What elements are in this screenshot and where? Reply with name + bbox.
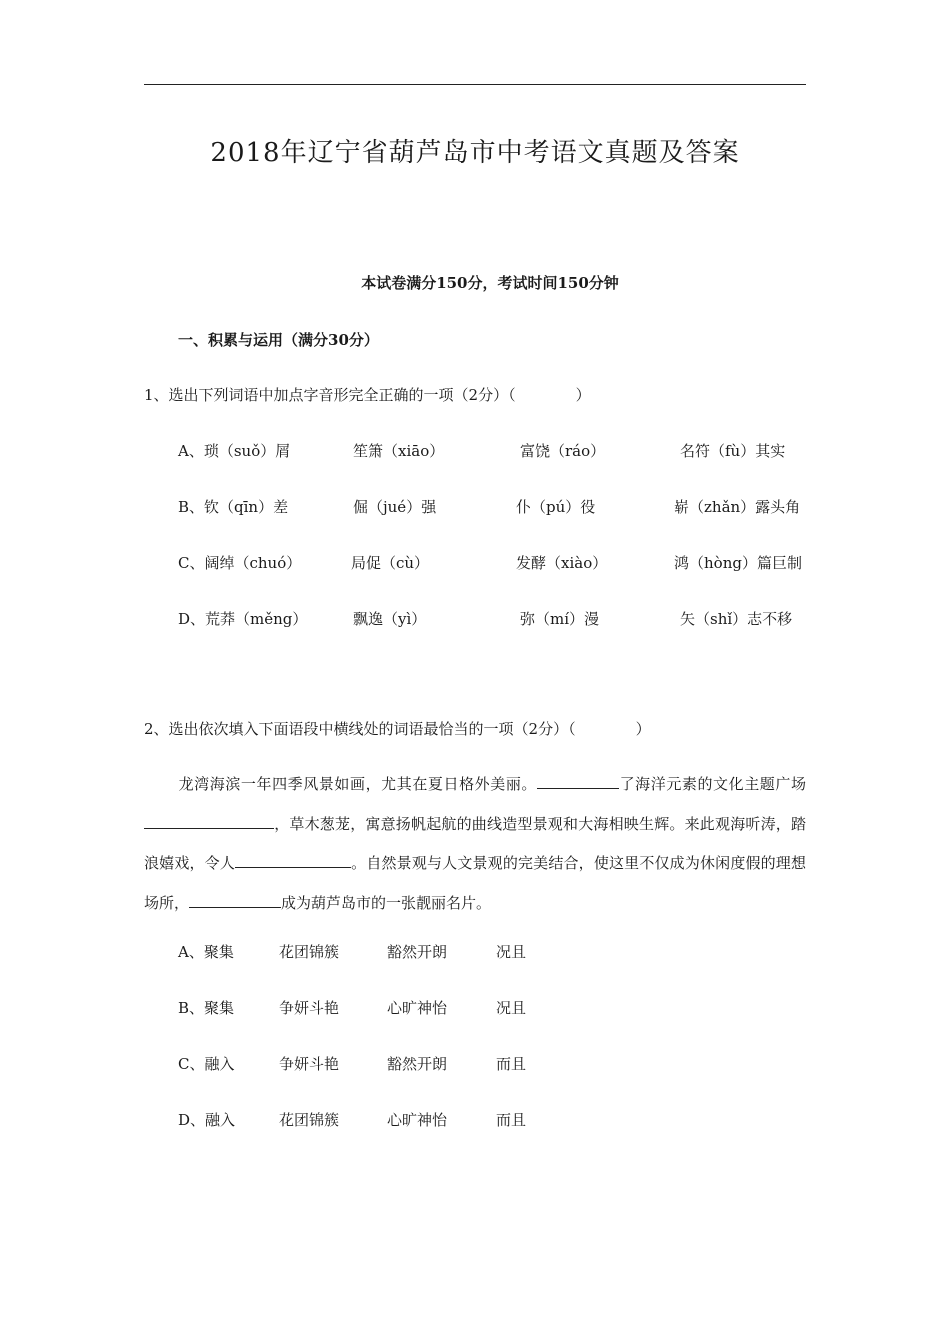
option-cell: 花团锦簇 — [279, 1111, 340, 1129]
exam-info: 本试卷满分150分，考试时间150分钟 — [361, 274, 619, 292]
q2-option-b — [0, 997, 950, 1021]
option-cell: 豁然开朗 — [387, 943, 448, 961]
document-title: 2018年辽宁省葫芦岛市中考语文真题及答案 — [210, 138, 740, 168]
option-cell: 心旷神怡 — [387, 999, 448, 1017]
option-cell: B、聚集 — [178, 999, 235, 1017]
passage-text: 。自然景观与人文景观的完美结合，使这里不仅成为休闲度假的理想场所， — [144, 854, 806, 912]
question-1-stem: 1、选出下列词语中加点字音形完全正确的一项（2分）（ ） — [144, 386, 591, 404]
option-cell: 况且 — [496, 999, 527, 1017]
fill-blank-2 — [144, 814, 274, 829]
option-cell: D、融入 — [178, 1111, 236, 1129]
option-cell: 笙箫（xiāo） — [353, 442, 445, 460]
option-cell: 倔（jué）强 — [353, 498, 437, 516]
option-cell: C、融入 — [178, 1055, 235, 1073]
option-cell: 弥（mí）漫 — [520, 610, 600, 628]
header-rule — [144, 84, 806, 85]
option-cell: C、阔绰（chuó） — [178, 554, 302, 572]
option-cell: 局促（cù） — [351, 554, 430, 572]
option-cell: 况且 — [496, 943, 527, 961]
option-cell: A、聚集 — [178, 943, 234, 961]
section-heading: 一、积累与运用（满分30分） — [178, 331, 379, 349]
q2-option-c — [0, 1053, 950, 1077]
option-cell: B、钦（qīn）差 — [178, 498, 289, 516]
option-cell: 而且 — [496, 1055, 527, 1073]
option-cell: 心旷神怡 — [387, 1111, 448, 1129]
passage-text: 龙湾海滨一年四季风景如画，尤其在夏日格外美丽。 — [178, 775, 537, 793]
option-cell: 富饶（ráo） — [520, 442, 606, 460]
option-cell: 发酵（xiào） — [516, 554, 608, 572]
option-cell: 矢（shǐ）志不移 — [680, 610, 793, 628]
fill-blank-4 — [189, 893, 281, 908]
option-cell: A、琐（suǒ）屑 — [178, 442, 291, 460]
q1-option-d — [0, 608, 950, 632]
option-cell: 崭（zhǎn）露头角 — [674, 498, 801, 516]
option-cell: 而且 — [496, 1111, 527, 1129]
q1-option-b — [0, 496, 950, 520]
fill-blank-3 — [235, 853, 351, 868]
fill-blank-1 — [537, 774, 619, 789]
option-cell: D、荒莽（měng） — [178, 610, 308, 628]
q2-option-a — [0, 941, 950, 965]
option-cell: 争妍斗艳 — [279, 1055, 340, 1073]
passage-text: ，草木葱茏，寓意扬帆起航的曲线造型景观和大海相映生辉。来此观海听涛，踏浪嬉戏，令人 — [144, 814, 806, 872]
question-2-stem: 2、选出依次填入下面语段中横线处的词语最恰当的一项（2分）（ ） — [144, 720, 651, 738]
option-cell: 名符（fù）其实 — [680, 442, 786, 460]
option-cell: 争妍斗艳 — [279, 999, 340, 1017]
q1-option-a — [0, 440, 950, 464]
option-cell: 飘逸（yì） — [353, 610, 427, 628]
option-cell: 仆（pú）役 — [516, 498, 596, 516]
option-cell: 鸿（hòng）篇巨制 — [674, 554, 802, 572]
option-cell: 豁然开朗 — [387, 1055, 448, 1073]
question-2-passage — [144, 765, 806, 923]
q2-option-d — [0, 1109, 950, 1133]
option-cell: 花团锦簇 — [279, 943, 340, 961]
passage-text: 了海洋元素的文化主题广场 — [618, 775, 806, 793]
passage-text: 成为葫芦岛市的一张靓丽名片。 — [281, 893, 492, 912]
q1-option-c — [0, 552, 950, 576]
